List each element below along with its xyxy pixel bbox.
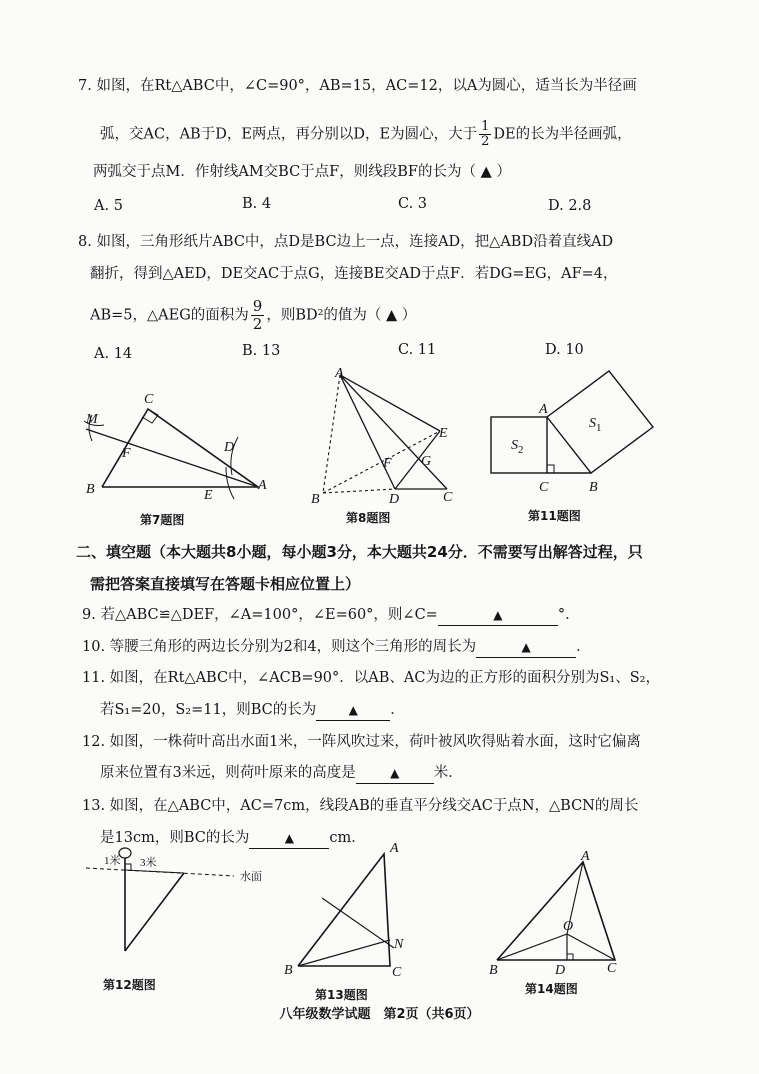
q11-answer-blank [316,700,390,721]
fig13-label-b: B [284,963,293,978]
q7-line3: 两弧交于点M．作射线AM交BC于点F，则线段BF的长为（ ▲ ） [93,164,511,180]
fig12-caption: 第12题图 [103,978,156,992]
q10-text: 10. 等腰三角形的两边长分别为2和4，则这个三角形的周长为 [82,639,477,655]
fig8-label-c: C [443,490,453,505]
fig8-caption: 第8题图 [346,511,391,525]
q7-line2 [100,120,632,149]
fig7-label-b: B [86,482,95,497]
q12-answer-blank [356,763,434,784]
fig12-label-water: 水面 [240,871,262,883]
q8-option-a: A. 14 [94,346,133,362]
page-footer: 八年级数学试题 第2页（共6页） [279,1007,480,1022]
fig13-label-a: A [390,841,399,856]
q8-frac-num: 9 [252,297,263,315]
q7-option-b: B. 4 [242,196,272,212]
q10-suffix: ． [576,639,591,655]
q8-line1: 8. 如图，三角形纸片ABC中，点D是BC边上一点，连接AD，把△ABD沿着直线AD [78,234,614,250]
fig7-caption: 第7题图 [140,513,185,527]
fig11-label-a: A [539,402,548,417]
q7-frac-den: 2 [481,134,490,149]
q8-option-d: D. 10 [545,342,584,358]
fig12-label-1m: 1米 [104,855,121,867]
q8-line2: 翻折，得到△AED，DE交AC于点G，连接BE交AD于点F．若DG=EG，AF=4， [90,266,618,282]
q7-frac-num: 1 [481,119,490,134]
figure-12 [78,846,278,976]
figure-14 [485,846,645,976]
q8-frac-den: 2 [252,315,263,333]
fig8-label-d: D [389,492,400,505]
section-2-heading-cont: 需把答案直接填写在答题卡相应位置上） [90,575,361,593]
fig7-label-d: D [224,440,235,455]
fig11-s2-letter: S [511,438,518,453]
fig14-label-d: D [555,963,566,976]
q10-blank-mark: ▲ [521,640,531,654]
fig8-label-b: B [311,492,320,505]
q7-option-c: C. 3 [398,196,428,212]
q9 [82,605,580,626]
q11-line1: 11. 如图，在Rt△ABC中，∠ACB=90°．以AB、AC为边的正方形的面积分别为S₁、S₂， [82,670,660,686]
figure-7 [78,385,278,505]
fig11-label-s2 [511,438,524,456]
fig13-label-c: C [392,965,402,980]
q9-text: 9. 若△ABC≌△DEF，∠A=100°，∠E=60°，则∠C= [82,607,438,623]
q12-blank-mark: ▲ [390,766,400,780]
q12-suffix: 米． [433,765,463,781]
q13-line1: 13. 如图，在△ABC中，AC=7cm，线段AB的垂直平分线交AC于点N，△BCN的周长 [82,798,639,814]
q12-text: 原来位置有3米远，则荷叶原来的高度是 [100,765,356,781]
q12-line1: 12. 如图，一株荷叶高出水面1米，一阵风吹过来，荷叶被风吹得贴着水面，这时它偏离 [82,734,641,750]
fig13-label-n: N [394,937,404,952]
fig7-label-f: F [122,446,131,461]
q8-line3 [90,298,416,333]
q11-blank-mark: ▲ [348,703,358,717]
fig8-label-a: A [335,366,344,381]
q11-suffix: ． [390,702,405,718]
q7-option-d: D. 2.8 [548,198,592,214]
fig14-label-o: O [563,919,574,934]
fig11-label-s1 [589,416,602,434]
fig11-s1-letter: S [589,416,596,431]
fig14-label-b: B [489,963,498,976]
q11-line2 [100,700,405,721]
fig8-label-g: G [421,454,432,469]
fig7-label-e: E [204,488,213,503]
q7-fraction [479,120,491,149]
fig13-caption: 第13题图 [315,988,368,1002]
q10-answer-blank [476,637,576,658]
fig11-s1-sub: 1 [596,422,602,434]
q8-fraction [251,298,265,333]
fig8-label-e: E [439,426,448,441]
q13-blank-mark: ▲ [284,831,294,845]
fig12-label-3m: 3米 [140,857,157,869]
figure-8 [305,365,465,505]
fig14-caption: 第14题图 [525,982,578,996]
fig11-label-c: C [539,480,549,495]
q8-line3a: AB=5，△AEG的面积为 [90,307,249,324]
q11-text: 若S₁=20，S₂=11，则BC的长为 [100,702,317,718]
fig8-label-f: F [383,456,392,471]
fig14-label-c: C [607,961,617,976]
fig7-label-a: A [258,478,267,493]
section-2-heading: 二、填空题（本大题共8小题，每小题3分，本大题共24分．不需要写出解答过程，只 [76,543,643,561]
q10 [82,637,591,658]
figure-13 [278,836,418,986]
q9-suffix: °． [557,607,580,623]
fig11-label-b: B [589,480,598,495]
fig14-label-a: A [581,849,590,864]
fig11-caption: 第11题图 [528,509,581,523]
q9-answer-blank [438,605,558,626]
q8-line3b: ，则BD²的值为（ ▲ ） [266,307,417,324]
q13-suffix: cm． [329,830,366,846]
q8-option-c: C. 11 [398,342,437,358]
q7-line1: 7. 如图，在Rt△ABC中，∠C=90°，AB=15，AC=12，以A为圆心，适当长为半径画 [78,78,637,94]
q9-blank-mark: ▲ [493,608,503,622]
fig11-s2-sub: 2 [518,444,524,456]
q7-option-a: A. 5 [94,198,123,214]
q8-option-b: B. 13 [242,343,281,359]
q12-line2 [100,763,463,784]
fig7-label-m: M [86,412,98,427]
q13-text: 是13cm，则BC的长为 [100,830,250,846]
figure-11 [485,365,665,495]
q7-line2b: DE的长为半径画弧， [493,126,632,143]
fig7-label-c: C [144,392,154,407]
q7-line2a: 弧，交AC，AB于D，E两点，再分别以D，E为圆心，大于 [100,126,478,143]
